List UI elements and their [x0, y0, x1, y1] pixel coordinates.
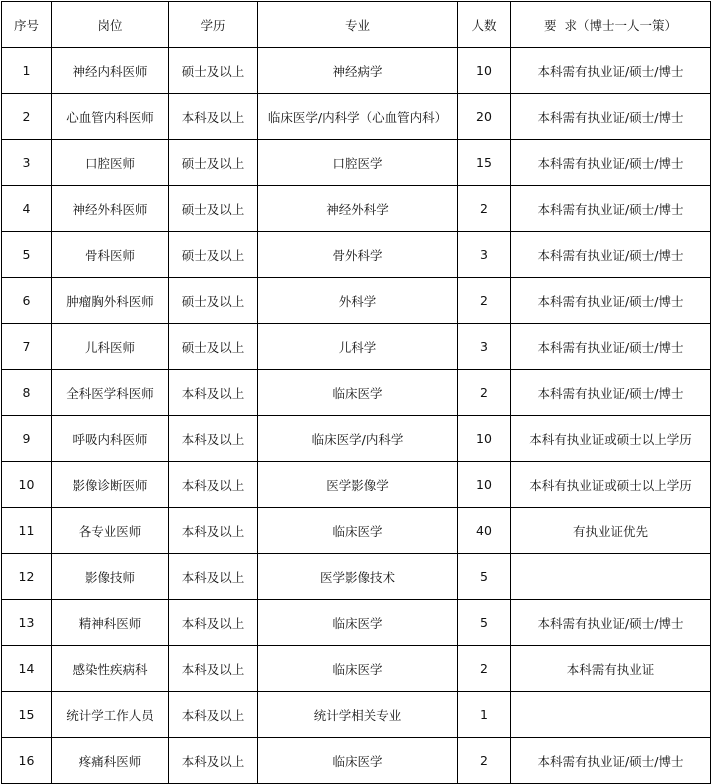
cell-index: 11	[2, 508, 52, 554]
cell-index: 2	[2, 94, 52, 140]
cell-education: 硕士及以上	[169, 140, 258, 186]
cell-index: 14	[2, 646, 52, 692]
cell-education: 本科及以上	[169, 646, 258, 692]
cell-position: 神经外科医师	[52, 186, 169, 232]
cell-index: 7	[2, 324, 52, 370]
cell-count: 2	[458, 738, 511, 784]
cell-count: 2	[458, 186, 511, 232]
cell-position: 骨科医师	[52, 232, 169, 278]
table-row	[2, 508, 711, 554]
cell-index: 12	[2, 554, 52, 600]
cell-index: 4	[2, 186, 52, 232]
cell-count: 3	[458, 232, 511, 278]
cell-education: 硕士及以上	[169, 278, 258, 324]
header-position: 岗位	[52, 2, 169, 48]
cell-major: 医学影像技术	[258, 554, 458, 600]
cell-position: 疼痛科医师	[52, 738, 169, 784]
cell-education: 本科及以上	[169, 508, 258, 554]
cell-major: 临床医学	[258, 508, 458, 554]
cell-count: 2	[458, 278, 511, 324]
cell-major: 神经外科学	[258, 186, 458, 232]
table-header	[2, 2, 711, 48]
cell-index: 9	[2, 416, 52, 462]
cell-requirement: 本科需有执业证/硕士/博士	[511, 94, 711, 140]
cell-requirement: 本科需有执业证/硕士/博士	[511, 140, 711, 186]
table-row	[2, 140, 711, 186]
cell-position: 儿科医师	[52, 324, 169, 370]
cell-education: 硕士及以上	[169, 324, 258, 370]
cell-major: 儿科学	[258, 324, 458, 370]
cell-requirement	[511, 554, 711, 600]
cell-position: 各专业医师	[52, 508, 169, 554]
table-row	[2, 278, 711, 324]
cell-major: 医学影像学	[258, 462, 458, 508]
cell-requirement: 本科需有执业证/硕士/博士	[511, 278, 711, 324]
cell-count: 40	[458, 508, 511, 554]
cell-position: 呼吸内科医师	[52, 416, 169, 462]
cell-requirement: 本科需有执业证	[511, 646, 711, 692]
cell-position: 心血管内科医师	[52, 94, 169, 140]
cell-index: 1	[2, 48, 52, 94]
table-row	[2, 324, 711, 370]
cell-requirement: 本科需有执业证/硕士/博士	[511, 48, 711, 94]
cell-count: 5	[458, 600, 511, 646]
cell-count: 10	[458, 416, 511, 462]
table-body	[2, 48, 711, 784]
cell-major: 临床医学/内科学	[258, 416, 458, 462]
cell-position: 肿瘤胸外科医师	[52, 278, 169, 324]
cell-education: 本科及以上	[169, 94, 258, 140]
cell-count: 10	[458, 48, 511, 94]
cell-requirement: 本科需有执业证/硕士/博士	[511, 370, 711, 416]
cell-education: 本科及以上	[169, 462, 258, 508]
table-row	[2, 186, 711, 232]
cell-requirement: 本科需有执业证/硕士/博士	[511, 324, 711, 370]
cell-index: 15	[2, 692, 52, 738]
header-major: 专业	[258, 2, 458, 48]
cell-major: 临床医学/内科学（心血管内科）	[258, 94, 458, 140]
cell-count: 15	[458, 140, 511, 186]
header-index: 序号	[2, 2, 52, 48]
cell-index: 16	[2, 738, 52, 784]
cell-major: 临床医学	[258, 738, 458, 784]
table-row	[2, 416, 711, 462]
cell-position: 影像技师	[52, 554, 169, 600]
cell-major: 外科学	[258, 278, 458, 324]
cell-requirement: 本科需有执业证/硕士/博士	[511, 600, 711, 646]
header-count: 人数	[458, 2, 511, 48]
cell-requirement	[511, 692, 711, 738]
cell-education: 本科及以上	[169, 370, 258, 416]
cell-requirement: 本科有执业证或硕士以上学历	[511, 462, 711, 508]
cell-index: 6	[2, 278, 52, 324]
recruitment-table	[1, 1, 711, 784]
cell-requirement: 本科有执业证或硕士以上学历	[511, 416, 711, 462]
cell-count: 1	[458, 692, 511, 738]
cell-position: 感染性疾病科	[52, 646, 169, 692]
cell-count: 2	[458, 646, 511, 692]
cell-major: 统计学相关专业	[258, 692, 458, 738]
cell-major: 口腔医学	[258, 140, 458, 186]
cell-education: 本科及以上	[169, 738, 258, 784]
table-row	[2, 94, 711, 140]
cell-education: 本科及以上	[169, 416, 258, 462]
cell-education: 硕士及以上	[169, 48, 258, 94]
cell-education: 本科及以上	[169, 554, 258, 600]
cell-education: 硕士及以上	[169, 232, 258, 278]
table-row	[2, 370, 711, 416]
table-row	[2, 232, 711, 278]
cell-major: 骨外科学	[258, 232, 458, 278]
cell-index: 10	[2, 462, 52, 508]
cell-education: 本科及以上	[169, 600, 258, 646]
cell-major: 临床医学	[258, 600, 458, 646]
cell-requirement: 有执业证优先	[511, 508, 711, 554]
cell-position: 口腔医师	[52, 140, 169, 186]
table-row	[2, 646, 711, 692]
cell-index: 8	[2, 370, 52, 416]
cell-index: 5	[2, 232, 52, 278]
cell-count: 2	[458, 370, 511, 416]
header-requirement: 要 求（博士一人一策）	[511, 2, 711, 48]
cell-education: 硕士及以上	[169, 186, 258, 232]
cell-requirement: 本科需有执业证/硕士/博士	[511, 738, 711, 784]
cell-position: 全科医学科医师	[52, 370, 169, 416]
table-row	[2, 48, 711, 94]
table-row	[2, 554, 711, 600]
table-row	[2, 692, 711, 738]
cell-position: 影像诊断医师	[52, 462, 169, 508]
cell-position: 统计学工作人员	[52, 692, 169, 738]
cell-requirement: 本科需有执业证/硕士/博士	[511, 232, 711, 278]
header-row	[2, 2, 711, 48]
cell-count: 5	[458, 554, 511, 600]
cell-requirement: 本科需有执业证/硕士/博士	[511, 186, 711, 232]
cell-education: 本科及以上	[169, 692, 258, 738]
table-row	[2, 600, 711, 646]
cell-count: 20	[458, 94, 511, 140]
cell-major: 临床医学	[258, 370, 458, 416]
cell-count: 3	[458, 324, 511, 370]
table-row	[2, 462, 711, 508]
header-education: 学历	[169, 2, 258, 48]
cell-count: 10	[458, 462, 511, 508]
cell-major: 神经病学	[258, 48, 458, 94]
cell-position: 神经内科医师	[52, 48, 169, 94]
cell-index: 13	[2, 600, 52, 646]
table-row	[2, 738, 711, 784]
cell-position: 精神科医师	[52, 600, 169, 646]
cell-major: 临床医学	[258, 646, 458, 692]
cell-index: 3	[2, 140, 52, 186]
